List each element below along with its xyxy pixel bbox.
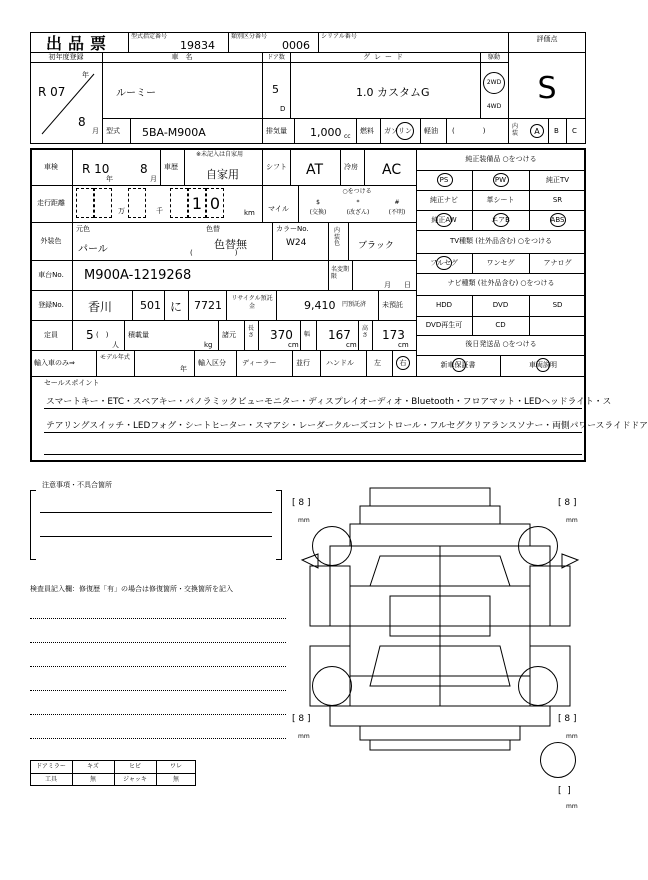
width-label: 幅 <box>304 331 311 338</box>
grade-value: 1.0 カスタムG <box>356 86 430 99</box>
mileage-km: km <box>244 209 255 217</box>
dims-label: 諸元 <box>222 331 236 339</box>
ac-label: 冷房 <box>344 163 358 171</box>
interior-color-label: 内装色 <box>334 227 341 248</box>
tv-oneseg: ワンセグ <box>486 259 515 267</box>
fuel-label: 燃料 <box>360 127 374 135</box>
car-name-value: ルーミー <box>116 88 156 99</box>
send-title: 後日発送品 ○をつける <box>465 340 537 348</box>
registration-number: 7721 <box>194 299 222 312</box>
equip-aw-circle[interactable] <box>436 213 452 227</box>
interior-c: C <box>572 127 577 135</box>
fuel-other: ( ) <box>452 127 486 135</box>
inspection-month: 8 <box>140 162 148 176</box>
inspection-year-unit: 年 <box>106 175 113 183</box>
tire-spare-mm: mm <box>566 803 578 810</box>
fuel-diesel: 軽油 <box>424 127 438 135</box>
equip-sr: SR <box>552 196 563 204</box>
height-label: 高さ <box>362 325 369 339</box>
type-no-label: 型式指定番号 <box>131 33 168 40</box>
fuel-gasoline: ガソリン <box>384 127 412 135</box>
tv-analog: アナログ <box>543 259 572 267</box>
equip-tv: 純正TV <box>545 176 570 184</box>
mileage-opt1-sub: (交換) <box>309 209 327 216</box>
original-color-value: パール <box>78 244 108 255</box>
type-no-value: 19834 <box>180 39 215 52</box>
tire-front-right[interactable] <box>518 526 558 566</box>
recycle-value: 9,410 <box>304 299 336 312</box>
legend-crack: ヒビ <box>128 763 141 770</box>
tire-spare-depth: [ ] <box>558 786 571 796</box>
tire-fl-mm: mm <box>298 517 310 524</box>
equip-abs: ABS <box>550 216 565 224</box>
tire-rr-mm: mm <box>566 733 578 740</box>
equip-airbag: エアB <box>491 216 510 224</box>
registration-class: 501 <box>140 299 161 312</box>
navi-dvd: DVD <box>492 301 509 309</box>
equip-aw: 純正AW <box>431 216 457 224</box>
tire-front-left[interactable] <box>312 526 352 566</box>
page-title: 出品票 <box>45 34 112 53</box>
shift-value: AT <box>306 162 324 178</box>
score-value: S <box>537 70 557 106</box>
legend-jack-value: 無 <box>172 776 179 783</box>
navi-hdd: HDD <box>435 301 453 309</box>
drive-label: 駆動 <box>487 54 500 61</box>
repaint-paren: ( ) <box>190 249 238 257</box>
mileage-digit-1: 1 <box>188 188 206 218</box>
handle-left: 左 <box>374 359 381 367</box>
displacement-value: 1,000 <box>310 126 342 139</box>
equip-pw: PW <box>494 176 507 184</box>
drive-2wd: 2WD <box>486 79 502 86</box>
height-value: 173 <box>382 328 405 342</box>
legend-break: ワレ <box>169 763 182 770</box>
mileage-circle-note: ○をつける <box>342 188 372 195</box>
length-value: 370 <box>270 328 293 342</box>
equip-pw-circle[interactable] <box>493 173 509 187</box>
repaint-value: 色替無 <box>214 238 247 251</box>
shift-label: シフト <box>266 163 287 171</box>
model-year-unit: 年 <box>180 365 187 373</box>
model-year-label: モデル年式 <box>100 354 130 361</box>
sales-line-1: スマートキー・ETC・スペアキー・パノラミックビューモニター・ディスプレイオーディオ・Bluetooth・フロアマット・LEDヘッドライト・ス <box>46 397 612 407</box>
import-label: 輸入車のみ⇒ <box>34 359 75 367</box>
mileage-man: 万 <box>118 207 125 215</box>
ac-value: AC <box>382 162 402 178</box>
equip-ps-circle[interactable] <box>437 173 453 187</box>
registration-kana: に <box>170 300 183 314</box>
recycle-label: リサイクル預託金 <box>231 295 273 310</box>
equip-ps: PS <box>439 176 449 184</box>
model-label: 型式 <box>106 127 120 135</box>
mileage-box-2 <box>94 188 112 218</box>
load-label: 積載量 <box>128 331 149 339</box>
inspection-year: R 10 <box>82 162 110 176</box>
score-label: 評価点 <box>536 35 558 43</box>
first-reg-label: 初年度登録 <box>48 53 84 61</box>
equip-airbag-circle[interactable] <box>493 213 509 227</box>
import-parallel: 並行 <box>296 359 310 367</box>
send-warranty-circle[interactable] <box>452 358 466 372</box>
doors-label: ドア数 <box>267 54 285 61</box>
sales-label: セールスポイント <box>44 379 100 387</box>
history-note: ※未記入は自家用 <box>196 151 244 158</box>
mileage-opt2-sub: (改ざん) <box>346 209 370 216</box>
equip-leather: 革シート <box>486 196 515 204</box>
history-label: 車歴 <box>164 163 178 171</box>
mileage-opt3-sub: (不明) <box>388 209 406 216</box>
length-cm: cm <box>288 341 299 349</box>
cc-unit: cc <box>344 133 351 140</box>
class-no-label: 類別区分番号 <box>231 33 268 40</box>
original-color-label: 元色 <box>76 225 90 233</box>
interior-b: B <box>554 127 559 135</box>
mileage-mile: マイル <box>268 205 289 213</box>
recycle-unpaid: 未預託 <box>382 301 403 309</box>
chassis-value: M900A-1219268 <box>84 268 192 283</box>
mileage-sen: 千 <box>156 207 163 215</box>
history-value: 自家用 <box>206 168 239 181</box>
color-no-label: カラーNo. <box>276 225 309 233</box>
navi-sd: SD <box>552 301 563 309</box>
chassis-day: 日 <box>404 281 411 289</box>
mileage-opt3: # <box>394 199 400 206</box>
capacity-paren: ( ) <box>96 331 109 339</box>
mileage-box-1 <box>76 188 94 218</box>
fuel-circle[interactable] <box>396 122 414 140</box>
tire-fr-depth: [ 8 ] <box>558 498 577 508</box>
tire-fl-depth: [ 8 ] <box>292 498 311 508</box>
tire-rear-right[interactable] <box>518 666 558 706</box>
first-reg-year-unit: 年 <box>82 71 89 79</box>
tire-rr-depth: [ 8 ] <box>558 714 577 724</box>
tire-rear-left[interactable] <box>312 666 352 706</box>
serial-label: シリアル番号 <box>321 33 357 40</box>
inspection-label: 車検 <box>44 163 58 171</box>
equip-navi: 純正ナビ <box>430 196 458 204</box>
interior-color-value: ブラック <box>358 241 394 251</box>
legend-tools: 工具 <box>44 776 57 783</box>
caution-brackets <box>30 490 282 560</box>
legend-jack: ジャッキ <box>123 776 147 783</box>
registration-label: 登録No. <box>38 301 64 309</box>
height-cm: cm <box>398 341 409 349</box>
first-reg-month-unit: 月 <box>92 127 99 135</box>
tv-fullseg-circle[interactable] <box>436 256 452 270</box>
navi-dvd-play: DVD再生可 <box>425 321 463 329</box>
tire-fr-mm: mm <box>566 517 578 524</box>
inspection-month-unit: 月 <box>150 175 157 183</box>
navi-cd: CD <box>495 321 506 329</box>
tv-title: TV種類 (社外品含む) ○をつける <box>449 237 553 245</box>
import-class-label: 輸入区分 <box>198 359 226 367</box>
tv-fullseg: フルセグ <box>430 259 458 267</box>
chassis-month: 月 <box>384 281 391 289</box>
color-no-value: W24 <box>286 238 307 248</box>
doors-value: 5 <box>272 83 279 96</box>
length-label: 長さ <box>248 325 255 339</box>
width-value: 167 <box>328 328 351 342</box>
chassis-label: 車台No. <box>38 271 64 279</box>
grade-label: グレード <box>363 53 407 61</box>
equip-abs-circle[interactable] <box>550 213 566 227</box>
color-label: 外装色 <box>40 237 62 245</box>
width-cm: cm <box>346 341 357 349</box>
repaint-label: 色替 <box>206 225 220 233</box>
load-kg: kg <box>204 341 213 349</box>
capacity-value: 5 <box>86 328 94 342</box>
import-dealer: ディーラー <box>242 359 277 367</box>
name-change-label: 名変期限 <box>331 266 350 281</box>
drive-4wd: 4WD <box>486 103 502 110</box>
tire-rl-depth: [ 8 ] <box>292 714 311 724</box>
capacity-label: 定員 <box>44 331 58 339</box>
navi-title: ナビ種類 (社外品含む) ○をつける <box>447 279 555 287</box>
legend-tools-value: 無 <box>89 776 96 783</box>
send-warranty: 新車保証書 <box>440 361 476 369</box>
tire-spare[interactable] <box>540 742 576 778</box>
legend-scratch: キズ <box>87 763 99 770</box>
mileage-box-3 <box>128 188 146 218</box>
legend-mirror: ドアミラー <box>36 763 66 770</box>
first-reg-month: 8 <box>78 115 86 129</box>
tire-rl-mm: mm <box>298 733 310 740</box>
inspector-label: 検査員記入欄：修復歴「有」の場合は修復箇所・交換箇所を記入 <box>30 585 233 593</box>
caution-label: 注意事項・不具合箇所 <box>42 481 112 489</box>
registration-region: 香川 <box>88 300 113 314</box>
doors-d: D <box>280 105 286 113</box>
mileage-box-4 <box>170 188 188 218</box>
mileage-opt2: * <box>356 199 360 206</box>
handle-right[interactable]: 右 <box>396 356 410 370</box>
recycle-unit: 円預託済 <box>342 301 367 308</box>
car-name-label: 車 名 <box>171 53 193 61</box>
displacement-label: 排気量 <box>266 127 287 135</box>
mileage-digit-2: 0 <box>206 188 224 218</box>
mileage-opt1: $ <box>316 199 320 206</box>
mileage-label: 走行距離 <box>37 199 65 207</box>
capacity-person-unit: 人 <box>112 341 119 349</box>
interior-label: 内装 <box>512 123 519 137</box>
class-no-value: 0006 <box>282 39 310 52</box>
first-reg-year: R 07 <box>38 85 66 99</box>
sales-line-2: テアリングスイッチ・LEDフォグ・シートヒーター・スマアシ・レーダークルーズコントロール・フルセグクリアランスソナー・両側パワースライドドア <box>46 421 648 431</box>
genuine-title: 純正装備品 ○をつける <box>465 155 537 163</box>
send-manual: 車両説明 <box>529 361 557 369</box>
model-value: 5BA-M900A <box>142 126 206 139</box>
handle-label: ハンドル <box>326 359 354 367</box>
interior-a[interactable]: A <box>530 124 544 138</box>
send-manual-circle[interactable] <box>536 358 550 372</box>
